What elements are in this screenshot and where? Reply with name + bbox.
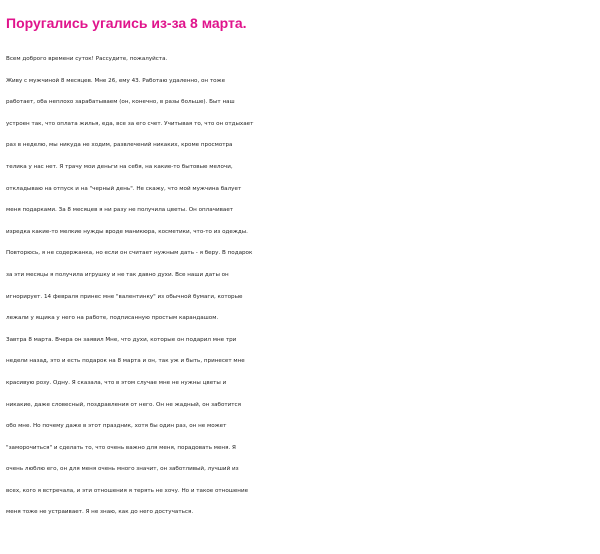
post-line: обо мне. Но почему даже в этот праздник, хотя бы один раз, он не может: [6, 423, 227, 430]
post-line: "заморочиться" и сделать то, что очень важно для меня, порадовать меня. Я: [6, 444, 236, 451]
post-line: изредка какие-то мелкие нужды вроде маникюра, косметики, что-то из одежды.: [6, 228, 248, 235]
post-line: меня подарками. За 8 месяцев я ни разу не получила цветы. Он оплачивает: [6, 207, 234, 214]
post-line: лежали у ящика у него на работе, подписанную простым карандашом.: [6, 315, 219, 322]
post-line: никакие, даже словесный, поздравления от него. Он не жадный, он заботится: [6, 401, 241, 408]
post-body: [6, 49, 594, 524]
post-line: очень люблю его, он для меня очень много значит, он заботливый, лучший из: [6, 466, 239, 473]
post-line: Живу с мужчиной 8 месяцев. Мне 26, ему 43. Работаю удаленно, он тоже: [6, 77, 226, 84]
post-line: недели назад, это и есть подарок на 8 марта и он, так уж и быть, принесет мне: [6, 358, 245, 365]
post-line: Завтра 8 марта. Вчера он заявил Мне, что духи, которые он подарил мне три: [6, 336, 237, 343]
post-line: телика у нас нет. Я трачу мои деньги на себя, на какие-то бытовые мелочи,: [6, 163, 233, 170]
post-title: Поругались угались из-за 8 марта.: [6, 15, 247, 31]
post-line: красивую розу. Одну. Я сказала, что в этом случае мне не нужны цветы и: [6, 379, 227, 386]
post-line: Всем доброго времени суток! Рассудите, пожалуйста.: [6, 56, 168, 62]
post-line: игнорирует. 14 февраля принес мне "валентинку" из обычной бумаги, которые: [6, 293, 243, 300]
post-line: Повторюсь, я не содержанка, но если он считает нужным дать - я беру. В подарок: [6, 250, 253, 257]
post-line: откладываю на отпуск и на "черный день". Не скажу, что мой мужчина балует: [6, 185, 242, 192]
post-line: всех, кого я встречала, и эти отношения я терять не хочу. Но и такое отношение: [6, 487, 249, 494]
post: [6, 0, 594, 524]
post-line: меня тоже не устраивает. Я не знаю, как до него достучаться.: [6, 509, 194, 516]
post-line: за эти месяцы я получила игрушку и не так давно духи. Все наши даты он: [6, 271, 229, 278]
post-line: раз в неделю, мы никуда не ходим, развлечений никаких, кроме просмотра: [6, 142, 233, 149]
post-line: работает, оба неплохо зарабатываем (он, конечно, в разы больше). Быт наш: [6, 99, 235, 106]
post-line: устроен так, что оплата жилья, еда, все за его счет. Учитывая то, что он отдыхает: [6, 120, 254, 127]
